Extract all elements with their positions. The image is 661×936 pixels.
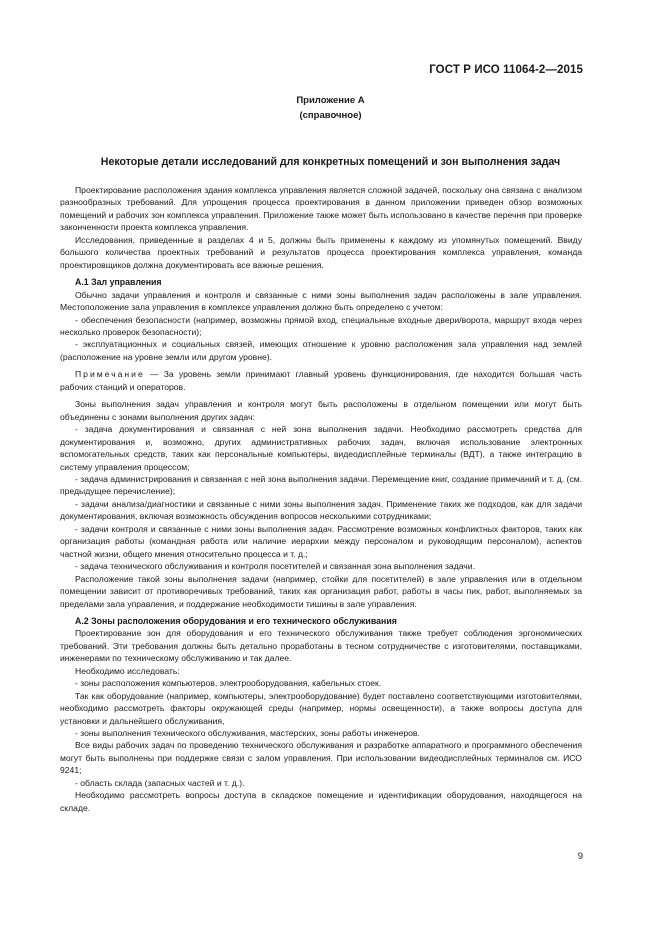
standard-designation: ГОСТ Р ИСО 11064-2—2015 (429, 64, 583, 76)
paragraph: Проектирование зон для оборудования и его технического обслуживания также требует соблюдения эргономических требований. Эти требования должны быть детально проработаны в тесном сотрудничестве с изготовителями, поставщиками, инженерами по техническому обслуживанию и так далее. (60, 628, 582, 664)
note-label: Примечание (75, 369, 145, 380)
list-item: - зоны выполнения технического обслуживания, мастерских, зоны работы инженеров. (75, 728, 420, 739)
paragraph: Необходимо исследовать: (75, 665, 180, 676)
list-item: - зоны расположения компьютеров, электрооборудования, кабельных стоек. (75, 678, 382, 689)
paragraph: Исследования, приведенные в разделах 4 и 5, должны быть применены к каждому из упомянутых помещений. Ввиду большого количества проектных требований и результатов процесса проектирования комплекса управления, команда проектировщиков должна документировать все важные решения. (60, 234, 582, 270)
section-heading-a2: А.2 Зоны расположения оборудования и его технического обслуживания (75, 615, 397, 626)
list-item: - задача технического обслуживания и контроля посетителей и связанная зона выполнения задачи. (75, 561, 475, 572)
annex-title: Некоторые детали исследований для конкретных помещений и зон выполнения задач (100, 156, 561, 168)
paragraph: Необходимо рассмотреть вопросы доступа в складское помещение и идентификации оборудования, находящегося на складе. (60, 790, 582, 813)
paragraph: Проектирование расположения здания комплекса управления является сложной задачей, поскольку она связана с анализом разнообразных требований. Для упрощения процесса проектирования в данном приложении приведен обзор возможных помещений и рабочих зон комплекса управления. Приложение также может быть использовано в качестве перечня при проверке законченности проекта комплекса управления. (60, 185, 582, 233)
note (60, 368, 582, 393)
document-body (60, 184, 582, 814)
paragraph: Все виды рабочих задач по проведению технического обслуживания и разработке аппаратного и программного обеспечения могут быть выполнены при поддержке связи с залом управления. При использовании видеодисплейных терминалов см. ИСО 9241; (60, 740, 582, 776)
list-item: - область склада (запасных частей и т. д.). (75, 777, 245, 788)
list-item: - эксплуатационных и социальных связей, имеющих отношение к уровню расположения зала управления над землей (расположение на уровне земли или другом уровне). (60, 339, 582, 362)
list-item: - задачи контроля и связанные с ними зоны выполнения задач. Рассмотрение возможных конфликтных факторов, таких как организация работы (командная работа или наличие иерархии между персоналом и руководящим персоналом), аспектов частной жизни, общего мнения относительно процесса и т. д.; (60, 523, 582, 559)
annex-heading (0, 93, 661, 123)
list-item: - задача документирования и связанная с ней зона выполнения задачи. Необходимо рассмотреть средства для документирования и, возможно, других административных рабочих задач, включая использование электронных вспомогательных средств, таких как персональные компьютеры, видеодисплейные терминалы (ВДТ), а также интеграцию в систему управления процессом; (60, 424, 582, 472)
list-item: - обеспечения безопасности (например, возможны прямой вход, специальные входные двери/ворота, маршрут входа через несколько проверок безопасности); (60, 314, 582, 337)
paragraph: Расположение такой зоны выполнения задачи (например, стойки для посетителей) в зале управления или в отдельном помещении зависит от противоречивых требований, таких как организация работ, работы в часы пик, работ, выполняемых за пределами зала управления, и поддержание необходимости тишины в зале управления. (60, 573, 582, 609)
annex-type: (справочное) (299, 110, 362, 121)
section-heading-a1: А.1 Зал управления (75, 277, 162, 288)
paragraph: Так как оборудование (например, компьютеры, электрооборудование) будет поставлено соответствующими изготовителями, необходимо рассмотреть факторы окружающей среды (например, нормы освещенности), а также вопросы доступа для установки и дальнейшего обслуживания, (60, 690, 582, 726)
list-item: - задачи анализа/диагностики и связанные с ними зоны выполнения задач. Применение таких же подходов, как для задачи документирования, включая возможность обсуждения вопросов несколькими сотрудниками; (60, 498, 582, 522)
paragraph: Обычно задачи управления и контроля и связанные с ними зоны выполнения задач расположены в зале управления. Местоположение зала управления в комплексе управления должно быть определено с учетом: (60, 289, 582, 313)
list-item: - задача администрирования и связанная с ней зона выполнения задачи. Перемещение книг, создание примечаний и т. д. (см. предыдущее перечисление); (60, 473, 582, 497)
annex-label: Приложение А (296, 95, 365, 106)
paragraph: Зоны выполнения задач управления и контроля могут быть расположены в отдельном помещении или могут быть объединены с зонами выполнения других задач: (60, 399, 582, 422)
page-number: 9 (577, 851, 583, 862)
note-text: — За уровень земли принимают главный уровень функционирования, где находится большая часть рабочих станций и операторов. (60, 369, 582, 392)
